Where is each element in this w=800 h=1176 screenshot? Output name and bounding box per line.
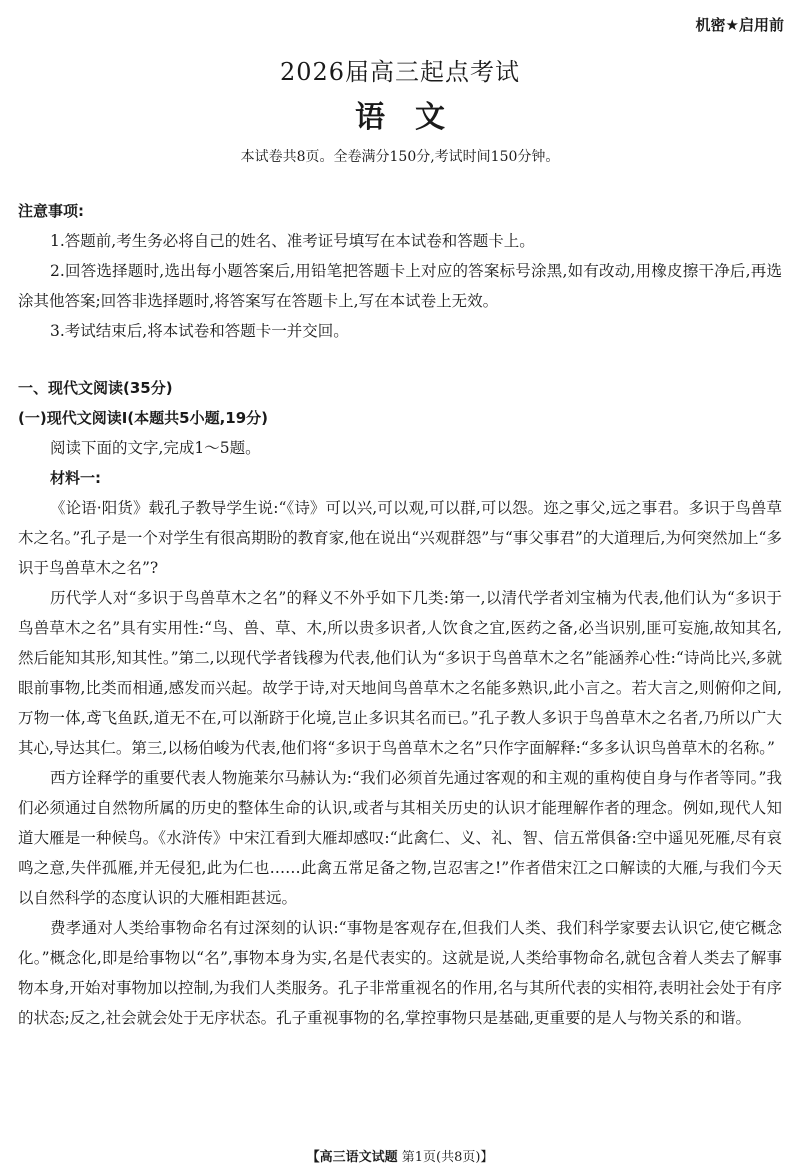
footer-page-info: 第1页(共8页)】 xyxy=(401,1150,494,1165)
footer-label: 【高三语文试题 xyxy=(306,1150,398,1165)
notice-section xyxy=(18,196,782,346)
sub-section-title: (一)现代文阅读Ⅰ(本题共5小题,19分) xyxy=(18,409,269,427)
confidential-mark: 机密★启用前 xyxy=(695,16,784,34)
notice-item: 3.考试结束后,将本试卷和答题卡一并交回。 xyxy=(50,322,349,340)
material-label: 材料一: xyxy=(50,469,101,487)
notice-item: 2.回答选择题时,选出每小题答案后,用铅笔把答题卡上对应的答案标号涂黑,如有改动,用橡皮擦干净后,再选涂其他答案;回答非选择题时,将答案写在答题卡上,写在本试卷上无效。 xyxy=(18,262,782,310)
section-title: 一、现代文阅读(35分) xyxy=(18,379,173,397)
exam-title: 2026届高三起点考试 xyxy=(279,58,521,86)
exam-intro: 本试卷共8页。全卷满分150分,考试时间150分钟。 xyxy=(240,149,560,165)
notice-title: 注意事项: xyxy=(18,202,84,220)
page-footer xyxy=(0,1146,800,1165)
passage-paragraph: 历代学人对“多识于鸟兽草木之名”的释义不外乎如下几类:第一,以清代学者刘宝楠为代表,他们认为“多识于鸟兽草木之名”具有实用性:“鸟、兽、草、木,所以贵多识者,人饮食之宜,医药之备,必当识别,匪可妄施,故知其名,然后能知其形,知其性。”第二,以现代学者钱穆为代表,他们认为“多识于鸟兽草木之名”能涵养心性:“诗尚比兴,多就眼前事物,比类而相通,感发而兴起。故学于诗,对天地间鸟兽草木之名能多熟识,此小言之。若大言之,则俯仰之间,万物一体,鸢飞鱼跃,道无不在,可以渐跻于化境,岂止多识其名而已。”孔子教人多识于鸟兽草木之名者,乃所以广大其心,导达其仁。第三,以杨伯峻为代表,他们将“多识于鸟兽草木之名”只作字面解释:“多多认识鸟兽草木的名称。” xyxy=(18,589,782,757)
reading-section xyxy=(18,373,782,1033)
notice-item: 1.答题前,考生务必将自己的姓名、准考证号填写在本试卷和答题卡上。 xyxy=(50,232,535,250)
passage-paragraph: 费孝通对人类给事物命名有过深刻的认识:“事物是客观存在,但我们人类、我们科学家要去认识它,使它概念化。”概念化,即是给事物以“名”,事物本身为实,名是代表实的。这就是说,人类给事物命名,就包含着人类去了解事物本身,开始对事物加以控制,为我们人类服务。孔子非常重视名的作用,名与其所代表的实相符,表明社会处于有序的状态;反之,社会就会处于无序状态。孔子重视事物的名,掌控事物只是基础,更重要的是人与物关系的和谐。 xyxy=(18,919,782,1027)
subject-title: 语文 xyxy=(355,100,475,135)
passage-paragraph: 西方诠释学的重要代表人物施莱尔马赫认为:“我们必须首先通过客观的和主观的重构使自身与作者等同。”我们必须通过自然物所属的历史的整体生命的认识,或者与其相关历史的认识才能理解作者的理念。例如,现代人知道大雁是一种候鸟。《水浒传》中宋江看到大雁却感叹:“此禽仁、义、礼、智、信五常俱备:空中遥见死雁,尽有哀鸣之意,失伴孤雁,并无侵犯,此为仁也……此禽五常足备之物,岂忍害之!”作者借宋江之口解读的大雁,与我们今天以自然科学的态度认识的大雁相距甚远。 xyxy=(18,769,782,907)
instruction: 阅读下面的文字,完成1～5题。 xyxy=(50,439,261,457)
passage-paragraph: 《论语·阳货》载孔子教导学生说:“《诗》可以兴,可以观,可以群,可以怨。迩之事父,远之事君。多识于鸟兽草木之名。”孔子是一个对学生有很高期盼的教育家,他在说出“兴观群怨”与“事父事君”的大道理后,为何突然加上“多识于鸟兽草木之名”? xyxy=(18,499,782,577)
